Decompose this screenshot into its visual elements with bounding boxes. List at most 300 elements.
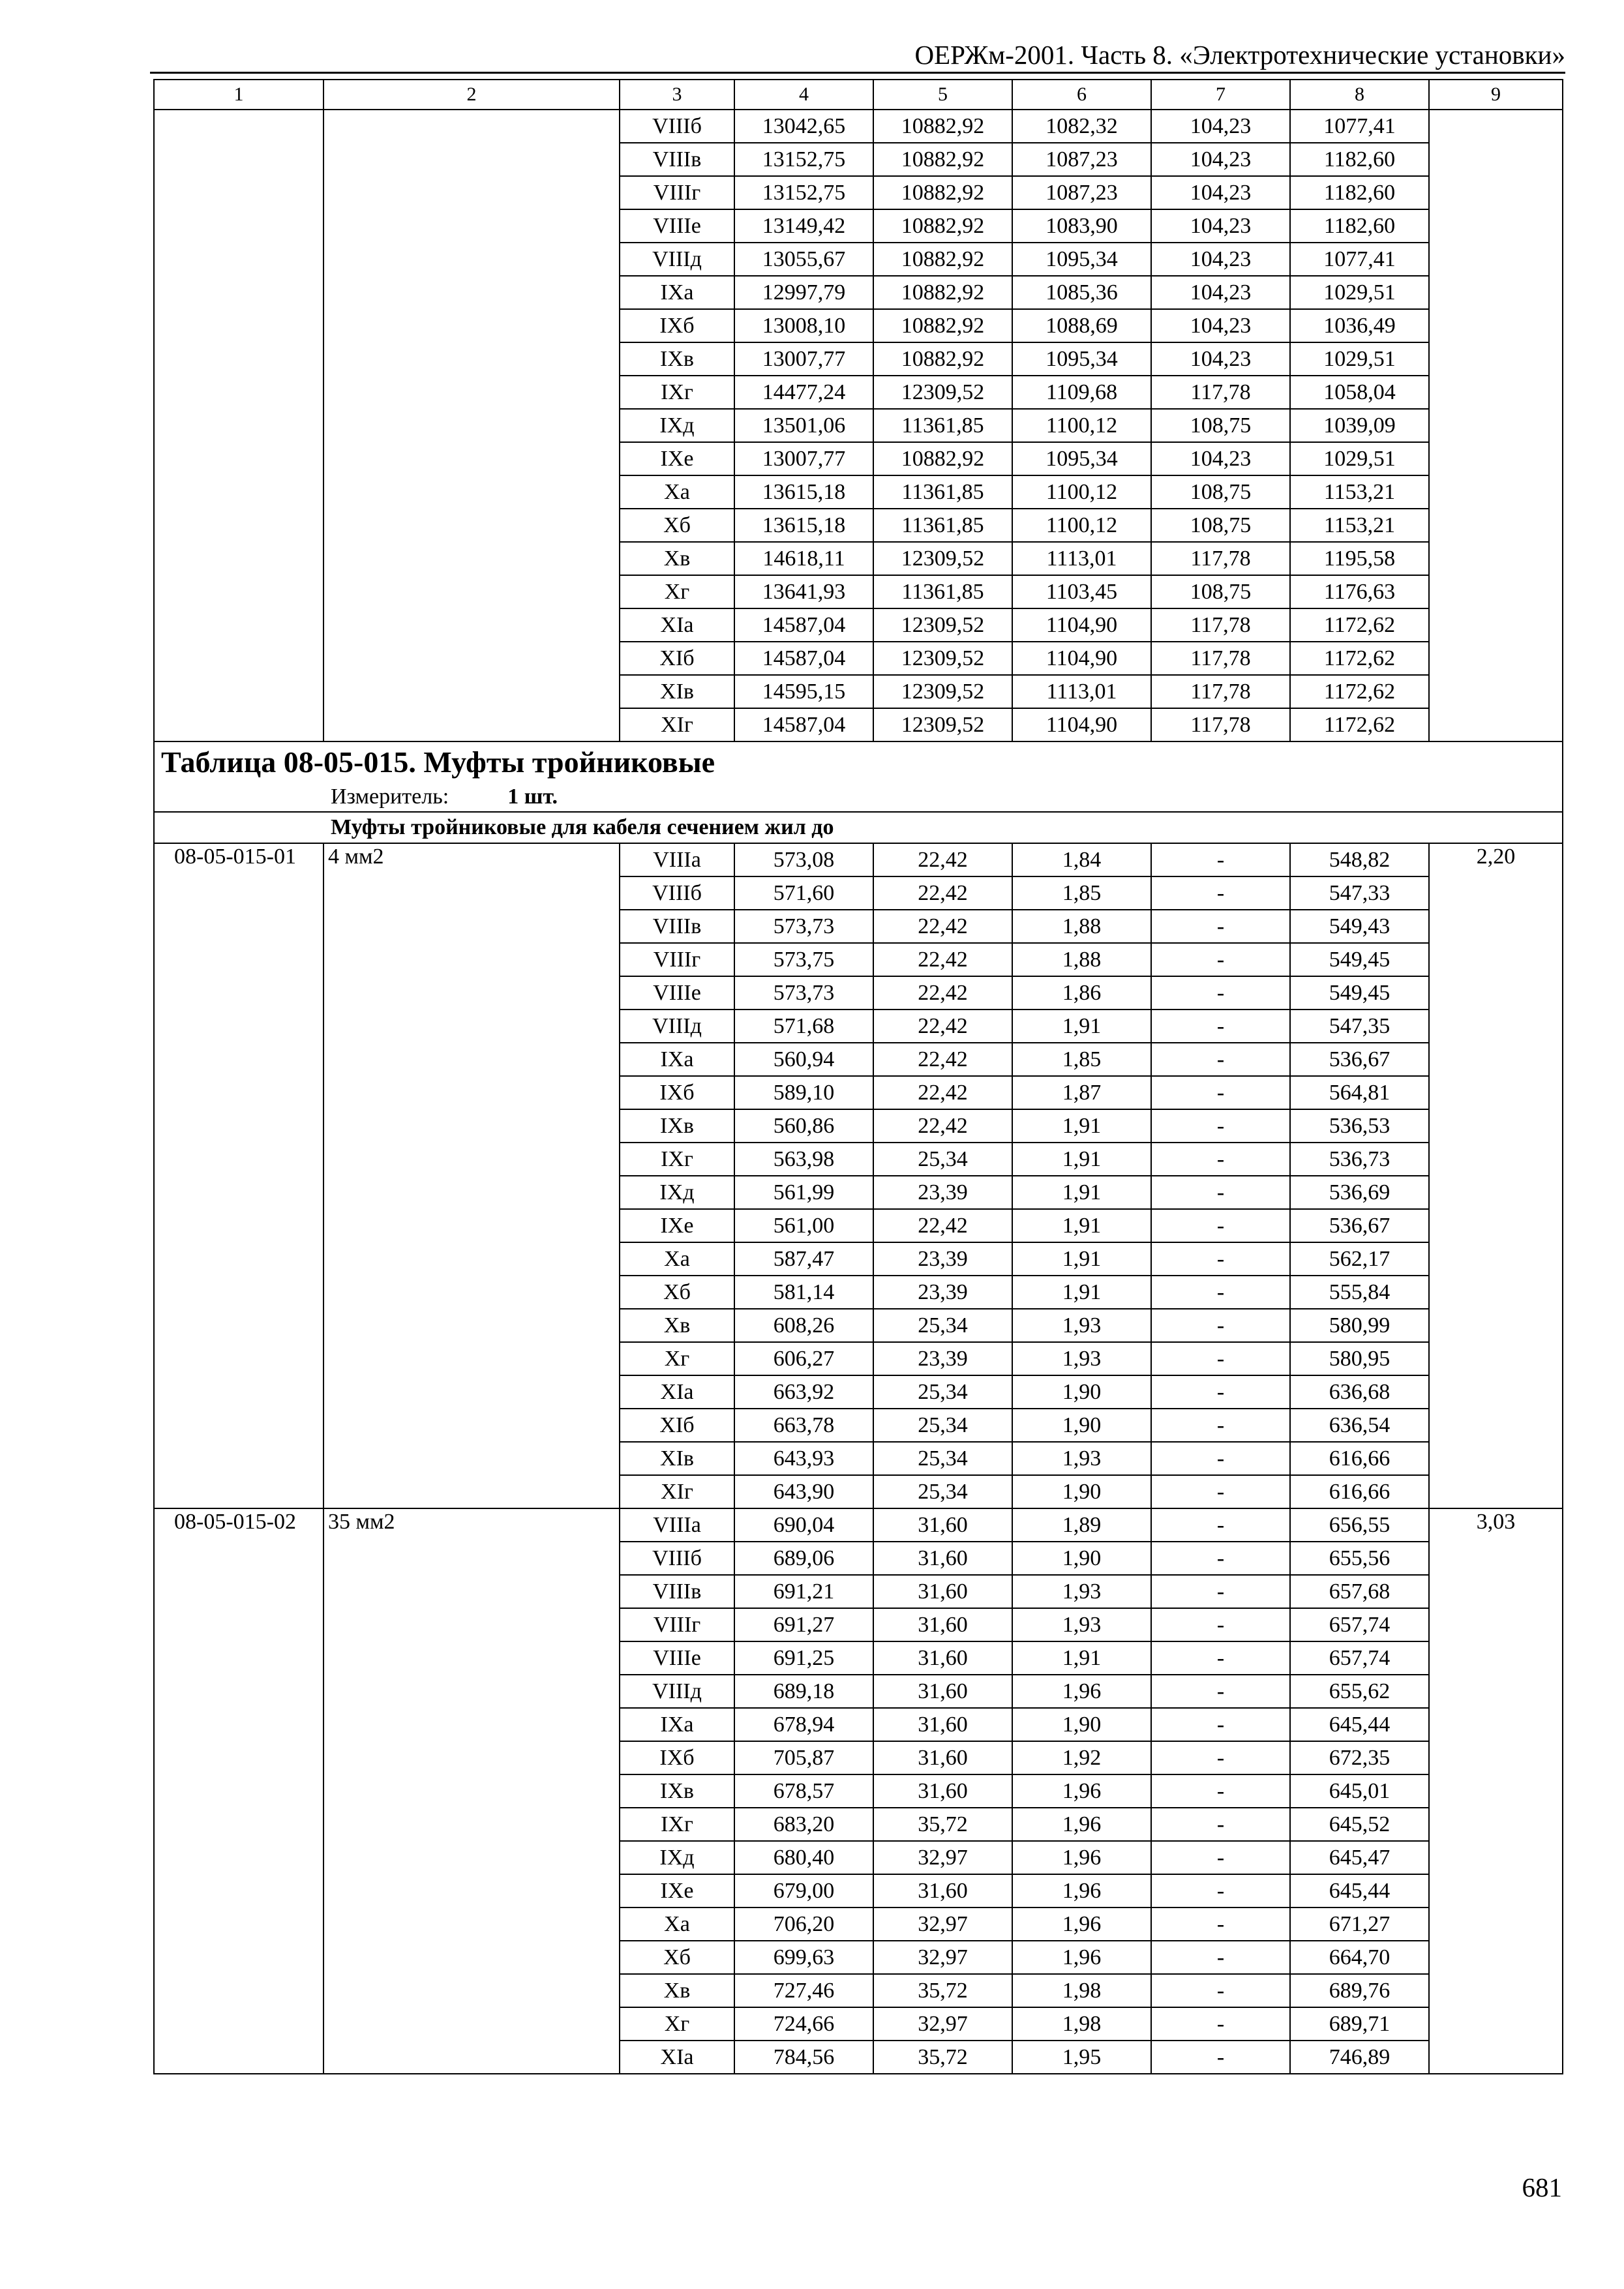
total-cost-cell: 606,27 (734, 1342, 873, 1375)
wages-cell: 10882,92 (873, 209, 1012, 243)
machinist-wages-cell: - (1151, 2041, 1290, 2074)
labor-norm: 2,20 (1429, 843, 1563, 1508)
machines-cell: 1100,12 (1012, 509, 1151, 542)
machines-cell: 1085,36 (1012, 276, 1151, 309)
materials-cell: 655,62 (1290, 1675, 1429, 1708)
item-name: 4 мм2 (323, 843, 620, 1508)
zone-cell: IXг (620, 376, 734, 409)
materials-cell: 1172,62 (1290, 708, 1429, 741)
machines-cell: 1,85 (1012, 1043, 1151, 1076)
machines-cell: 1,88 (1012, 943, 1151, 976)
zone-cell: XIа (620, 608, 734, 642)
total-cost-cell: 643,90 (734, 1475, 873, 1508)
wages-cell: 25,34 (873, 1143, 1012, 1176)
wages-cell: 10882,92 (873, 276, 1012, 309)
wages-cell: 22,42 (873, 1109, 1012, 1143)
machines-cell: 1,96 (1012, 1808, 1151, 1841)
total-cost-cell: 561,99 (734, 1176, 873, 1209)
wages-cell: 10882,92 (873, 243, 1012, 276)
zone-cell: IXб (620, 1741, 734, 1774)
machinist-wages-cell: - (1151, 1641, 1290, 1675)
machinist-wages-cell: 104,23 (1151, 309, 1290, 342)
column-number: 1 (154, 80, 323, 110)
machinist-wages-cell: - (1151, 943, 1290, 976)
total-cost-cell: 560,86 (734, 1109, 873, 1143)
wages-cell: 10882,92 (873, 309, 1012, 342)
machinist-wages-cell: - (1151, 1043, 1290, 1076)
zone-cell: XIг (620, 708, 734, 741)
total-cost-cell: 13042,65 (734, 110, 873, 143)
machinist-wages-cell: - (1151, 1010, 1290, 1043)
zone-cell: XIа (620, 1375, 734, 1409)
column-number: 8 (1290, 80, 1429, 110)
machinist-wages-cell: - (1151, 1143, 1290, 1176)
zone-cell: IXг (620, 1143, 734, 1176)
machines-cell: 1,84 (1012, 843, 1151, 876)
wages-cell: 22,42 (873, 1043, 1012, 1076)
wages-cell: 32,97 (873, 1908, 1012, 1941)
machinist-wages-cell: 104,23 (1151, 143, 1290, 176)
machinist-wages-cell: 117,78 (1151, 542, 1290, 575)
wages-cell: 11361,85 (873, 509, 1012, 542)
zone-cell: IXд (620, 1176, 734, 1209)
zone-cell: IXб (620, 309, 734, 342)
machines-cell: 1109,68 (1012, 376, 1151, 409)
zone-cell: XIг (620, 1475, 734, 1508)
total-cost-cell: 691,27 (734, 1608, 873, 1641)
zone-cell: XIв (620, 675, 734, 708)
materials-cell: 645,01 (1290, 1774, 1429, 1808)
materials-cell: 564,81 (1290, 1076, 1429, 1109)
machines-cell: 1087,23 (1012, 143, 1151, 176)
item-code: 08-05-015-01 (154, 843, 323, 1508)
machinist-wages-cell: 104,23 (1151, 176, 1290, 209)
total-cost-cell: 587,47 (734, 1242, 873, 1276)
machines-cell: 1,96 (1012, 1774, 1151, 1808)
materials-cell: 672,35 (1290, 1741, 1429, 1774)
zone-cell: IXб (620, 1076, 734, 1109)
machinist-wages-cell: - (1151, 1475, 1290, 1508)
machines-cell: 1113,01 (1012, 675, 1151, 708)
zone-cell: IXе (620, 442, 734, 475)
zone-cell: IXг (620, 1808, 734, 1841)
total-cost-cell: 13149,42 (734, 209, 873, 243)
materials-cell: 580,95 (1290, 1342, 1429, 1375)
wages-cell: 35,72 (873, 1974, 1012, 2007)
wages-cell: 25,34 (873, 1375, 1012, 1409)
zone-cell: VIIIе (620, 209, 734, 243)
machinist-wages-cell: 104,23 (1151, 342, 1290, 376)
materials-cell: 636,54 (1290, 1409, 1429, 1442)
machines-cell: 1,90 (1012, 1542, 1151, 1575)
zone-cell: VIIIг (620, 176, 734, 209)
table-row (154, 110, 1563, 143)
zone-cell: IXе (620, 1874, 734, 1908)
wages-cell: 25,34 (873, 1409, 1012, 1442)
zone-cell: Xв (620, 1309, 734, 1342)
machinist-wages-cell: - (1151, 1708, 1290, 1741)
zone-cell: VIIIб (620, 110, 734, 143)
machinist-wages-cell: 104,23 (1151, 276, 1290, 309)
machines-cell: 1,98 (1012, 1974, 1151, 2007)
materials-cell: 1029,51 (1290, 342, 1429, 376)
materials-cell: 536,53 (1290, 1109, 1429, 1143)
meter-line (155, 783, 1562, 811)
machines-cell: 1,93 (1012, 1309, 1151, 1342)
machines-cell: 1,93 (1012, 1608, 1151, 1641)
machines-cell: 1104,90 (1012, 708, 1151, 741)
machinist-wages-cell: 108,75 (1151, 475, 1290, 509)
zone-cell: Xв (620, 1974, 734, 2007)
machinist-wages-cell: 104,23 (1151, 209, 1290, 243)
machines-cell: 1,91 (1012, 1109, 1151, 1143)
machinist-wages-cell: 117,78 (1151, 675, 1290, 708)
zone-cell: VIIIг (620, 1608, 734, 1641)
wages-cell: 11361,85 (873, 475, 1012, 509)
zone-cell: VIIIв (620, 1575, 734, 1608)
materials-cell: 657,74 (1290, 1641, 1429, 1675)
zone-cell: IXв (620, 342, 734, 376)
wages-cell: 12309,52 (873, 376, 1012, 409)
materials-cell: 657,68 (1290, 1575, 1429, 1608)
wages-cell: 31,60 (873, 1508, 1012, 1542)
machines-cell: 1095,34 (1012, 342, 1151, 376)
machines-cell: 1,91 (1012, 1176, 1151, 1209)
total-cost-cell: 12997,79 (734, 276, 873, 309)
table-title: Таблица 08-05-015. Муфты тройниковые (161, 745, 715, 779)
machines-cell: 1,96 (1012, 1908, 1151, 1941)
wages-cell: 31,60 (873, 1675, 1012, 1708)
materials-cell: 1077,41 (1290, 110, 1429, 143)
wages-cell: 23,39 (873, 1342, 1012, 1375)
materials-cell: 536,67 (1290, 1043, 1429, 1076)
total-cost-cell: 14587,04 (734, 708, 873, 741)
total-cost-cell: 691,25 (734, 1641, 873, 1675)
machines-cell: 1103,45 (1012, 575, 1151, 608)
machinist-wages-cell: - (1151, 1941, 1290, 1974)
materials-cell: 547,35 (1290, 1010, 1429, 1043)
total-cost-cell: 13007,77 (734, 442, 873, 475)
zone-cell: Xб (620, 509, 734, 542)
machines-cell: 1,93 (1012, 1575, 1151, 1608)
zone-cell: Xа (620, 475, 734, 509)
zone-cell: Xб (620, 1276, 734, 1309)
materials-cell: 1029,51 (1290, 276, 1429, 309)
column-number: 3 (620, 80, 734, 110)
materials-cell: 562,17 (1290, 1242, 1429, 1276)
column-number: 6 (1012, 80, 1151, 110)
machinist-wages-cell: - (1151, 1076, 1290, 1109)
materials-cell: 645,52 (1290, 1808, 1429, 1841)
machinist-wages-cell: - (1151, 1176, 1290, 1209)
table-subheading: Муфты тройниковые для кабеля сечением жил до (154, 812, 1563, 843)
total-cost-cell: 690,04 (734, 1508, 873, 1542)
zone-cell: IXа (620, 276, 734, 309)
total-cost-cell: 689,06 (734, 1542, 873, 1575)
machinist-wages-cell: - (1151, 876, 1290, 910)
total-cost-cell: 724,66 (734, 2007, 873, 2041)
machines-cell: 1,96 (1012, 1675, 1151, 1708)
wages-cell: 32,97 (873, 1941, 1012, 1974)
zone-cell: XIа (620, 2041, 734, 2074)
wages-cell: 22,42 (873, 910, 1012, 943)
total-cost-cell: 608,26 (734, 1309, 873, 1342)
materials-cell: 580,99 (1290, 1309, 1429, 1342)
total-cost-cell: 13641,93 (734, 575, 873, 608)
wages-cell: 22,42 (873, 876, 1012, 910)
machinist-wages-cell: - (1151, 2007, 1290, 2041)
wages-cell: 12309,52 (873, 608, 1012, 642)
item-code: 08-05-015-02 (154, 1508, 323, 2074)
materials-cell: 746,89 (1290, 2041, 1429, 2074)
machines-cell: 1,91 (1012, 1209, 1151, 1242)
machinist-wages-cell: - (1151, 1442, 1290, 1475)
zone-cell: Xа (620, 1908, 734, 1941)
wages-cell: 10882,92 (873, 176, 1012, 209)
wages-cell: 22,42 (873, 1076, 1012, 1109)
total-cost-cell: 13007,77 (734, 342, 873, 376)
wages-cell: 31,60 (873, 1874, 1012, 1908)
zone-cell: IXв (620, 1109, 734, 1143)
page-header (150, 38, 1565, 74)
wages-cell: 35,72 (873, 1808, 1012, 1841)
machinist-wages-cell: - (1151, 1409, 1290, 1442)
materials-cell: 1077,41 (1290, 243, 1429, 276)
total-cost-cell: 678,94 (734, 1708, 873, 1741)
machinist-wages-cell: - (1151, 1608, 1290, 1641)
total-cost-cell: 691,21 (734, 1575, 873, 1608)
machines-cell: 1,90 (1012, 1708, 1151, 1741)
machines-cell: 1100,12 (1012, 409, 1151, 442)
page-number: 681 (1522, 2172, 1562, 2202)
zone-cell: XIб (620, 642, 734, 675)
machinist-wages-cell: - (1151, 1675, 1290, 1708)
wages-cell: 23,39 (873, 1276, 1012, 1309)
materials-cell: 645,44 (1290, 1874, 1429, 1908)
machines-cell: 1104,90 (1012, 608, 1151, 642)
materials-cell: 555,84 (1290, 1276, 1429, 1309)
total-cost-cell: 571,60 (734, 876, 873, 910)
machinist-wages-cell: - (1151, 1575, 1290, 1608)
total-cost-cell: 706,20 (734, 1908, 873, 1941)
zone-cell: VIIIе (620, 976, 734, 1010)
machines-cell: 1,91 (1012, 1010, 1151, 1043)
wages-cell: 10882,92 (873, 342, 1012, 376)
wages-cell: 31,60 (873, 1608, 1012, 1641)
machinist-wages-cell: - (1151, 1808, 1290, 1841)
total-cost-cell: 13615,18 (734, 509, 873, 542)
total-cost-cell: 705,87 (734, 1741, 873, 1774)
machines-cell: 1095,34 (1012, 442, 1151, 475)
machines-cell: 1,96 (1012, 1841, 1151, 1874)
machines-cell: 1082,32 (1012, 110, 1151, 143)
materials-cell: 645,47 (1290, 1841, 1429, 1874)
materials-cell: 1172,62 (1290, 608, 1429, 642)
zone-cell: IXв (620, 1774, 734, 1808)
table-title-row (154, 741, 1563, 812)
machines-cell: 1087,23 (1012, 176, 1151, 209)
materials-cell: 656,55 (1290, 1508, 1429, 1542)
zone-cell: IXе (620, 1209, 734, 1242)
total-cost-cell: 683,20 (734, 1808, 873, 1841)
machines-cell: 1,93 (1012, 1342, 1151, 1375)
machines-cell: 1,95 (1012, 2041, 1151, 2074)
materials-cell: 1029,51 (1290, 442, 1429, 475)
code-cell (154, 110, 323, 741)
zone-cell: Xг (620, 2007, 734, 2041)
total-cost-cell: 689,18 (734, 1675, 873, 1708)
materials-cell: 536,67 (1290, 1209, 1429, 1242)
total-cost-cell: 573,08 (734, 843, 873, 876)
column-number: 7 (1151, 80, 1290, 110)
total-cost-cell: 13152,75 (734, 143, 873, 176)
materials-cell: 1036,49 (1290, 309, 1429, 342)
machines-cell: 1,88 (1012, 910, 1151, 943)
total-cost-cell: 581,14 (734, 1276, 873, 1309)
column-number: 2 (323, 80, 620, 110)
column-number-row (154, 80, 1563, 110)
materials-cell: 689,71 (1290, 2007, 1429, 2041)
machinist-wages-cell: 104,23 (1151, 110, 1290, 143)
machines-cell: 1,85 (1012, 876, 1151, 910)
wages-cell: 12309,52 (873, 542, 1012, 575)
materials-cell: 657,74 (1290, 1608, 1429, 1641)
column-number: 4 (734, 80, 873, 110)
machinist-wages-cell: - (1151, 910, 1290, 943)
total-cost-cell: 573,73 (734, 910, 873, 943)
machinist-wages-cell: - (1151, 1542, 1290, 1575)
total-cost-cell: 13055,67 (734, 243, 873, 276)
machinist-wages-cell: - (1151, 1774, 1290, 1808)
table-body (154, 80, 1563, 2074)
total-cost-cell: 663,78 (734, 1409, 873, 1442)
wages-cell: 32,97 (873, 2007, 1012, 2041)
materials-cell: 1172,62 (1290, 675, 1429, 708)
total-cost-cell: 573,73 (734, 976, 873, 1010)
wages-cell: 35,72 (873, 2041, 1012, 2074)
zone-cell: Xг (620, 575, 734, 608)
zone-cell: XIв (620, 1442, 734, 1475)
wages-cell: 31,60 (873, 1708, 1012, 1741)
wages-cell: 22,42 (873, 976, 1012, 1010)
total-cost-cell: 13615,18 (734, 475, 873, 509)
wages-cell: 31,60 (873, 1575, 1012, 1608)
total-cost-cell: 14587,04 (734, 608, 873, 642)
materials-cell: 1182,60 (1290, 209, 1429, 243)
machinist-wages-cell: - (1151, 843, 1290, 876)
materials-cell: 548,82 (1290, 843, 1429, 876)
machinist-wages-cell: - (1151, 1309, 1290, 1342)
wages-cell: 12309,52 (873, 675, 1012, 708)
subheading-row (154, 812, 1563, 843)
materials-cell: 1153,21 (1290, 475, 1429, 509)
labor-norm: 3,03 (1429, 1508, 1563, 2074)
materials-cell: 1176,63 (1290, 575, 1429, 608)
name-cell (323, 110, 620, 741)
total-cost-cell: 679,00 (734, 1874, 873, 1908)
total-cost-cell: 663,92 (734, 1375, 873, 1409)
zone-cell: VIIIа (620, 843, 734, 876)
zone-cell: Xб (620, 1941, 734, 1974)
materials-cell: 616,66 (1290, 1442, 1429, 1475)
zone-cell: VIIIе (620, 1641, 734, 1675)
materials-cell: 549,43 (1290, 910, 1429, 943)
wages-cell: 31,60 (873, 1741, 1012, 1774)
wages-cell: 22,42 (873, 843, 1012, 876)
zone-cell: IXа (620, 1043, 734, 1076)
column-number: 5 (873, 80, 1012, 110)
machinist-wages-cell: - (1151, 1375, 1290, 1409)
materials-cell: 536,73 (1290, 1143, 1429, 1176)
machines-cell: 1,87 (1012, 1076, 1151, 1109)
machinist-wages-cell: 117,78 (1151, 376, 1290, 409)
wages-cell: 12309,52 (873, 708, 1012, 741)
total-cost-cell: 589,10 (734, 1076, 873, 1109)
materials-cell: 636,68 (1290, 1375, 1429, 1409)
machines-cell: 1083,90 (1012, 209, 1151, 243)
machines-cell: 1,96 (1012, 1941, 1151, 1974)
machinist-wages-cell: - (1151, 1109, 1290, 1143)
machines-cell: 1113,01 (1012, 542, 1151, 575)
zone-cell: VIIIа (620, 1508, 734, 1542)
machinist-wages-cell: - (1151, 1841, 1290, 1874)
machinist-wages-cell: - (1151, 1741, 1290, 1774)
materials-cell: 1153,21 (1290, 509, 1429, 542)
zone-cell: VIIIб (620, 876, 734, 910)
machinist-wages-cell: 117,78 (1151, 608, 1290, 642)
machines-cell: 1095,34 (1012, 243, 1151, 276)
materials-cell: 549,45 (1290, 976, 1429, 1010)
wages-cell: 25,34 (873, 1309, 1012, 1342)
total-cost-cell: 727,46 (734, 1974, 873, 2007)
machinist-wages-cell: - (1151, 1508, 1290, 1542)
wages-cell: 22,42 (873, 1209, 1012, 1242)
machines-cell: 1,91 (1012, 1143, 1151, 1176)
wages-cell: 31,60 (873, 1641, 1012, 1675)
table-row (154, 843, 1563, 876)
machinist-wages-cell: 117,78 (1151, 642, 1290, 675)
materials-cell: 689,76 (1290, 1974, 1429, 2007)
machines-cell: 1,91 (1012, 1641, 1151, 1675)
table-title-cell (154, 741, 1563, 812)
machines-cell: 1104,90 (1012, 642, 1151, 675)
wages-cell: 22,42 (873, 943, 1012, 976)
materials-cell: 1182,60 (1290, 176, 1429, 209)
document-title: ОЕРЖм-2001. Часть 8. «Электротехнические установки» (914, 40, 1565, 70)
materials-cell: 547,33 (1290, 876, 1429, 910)
total-cost-cell: 561,00 (734, 1209, 873, 1242)
table-row (154, 1508, 1563, 1542)
wages-cell: 32,97 (873, 1841, 1012, 1874)
machinist-wages-cell: - (1151, 1874, 1290, 1908)
machines-cell: 1,90 (1012, 1409, 1151, 1442)
zone-cell: Xг (620, 1342, 734, 1375)
machines-cell: 1,89 (1012, 1508, 1151, 1542)
machinist-wages-cell: - (1151, 1908, 1290, 1941)
total-cost-cell: 14587,04 (734, 642, 873, 675)
wages-cell: 11361,85 (873, 409, 1012, 442)
machinist-wages-cell: - (1151, 1242, 1290, 1276)
wages-cell: 31,60 (873, 1774, 1012, 1808)
wages-cell: 25,34 (873, 1475, 1012, 1508)
price-table (153, 79, 1563, 2074)
machinist-wages-cell: 104,23 (1151, 243, 1290, 276)
machinist-wages-cell: - (1151, 976, 1290, 1010)
wages-cell: 11361,85 (873, 575, 1012, 608)
wages-cell: 23,39 (873, 1176, 1012, 1209)
materials-cell: 664,70 (1290, 1941, 1429, 1974)
total-cost-cell: 680,40 (734, 1841, 873, 1874)
